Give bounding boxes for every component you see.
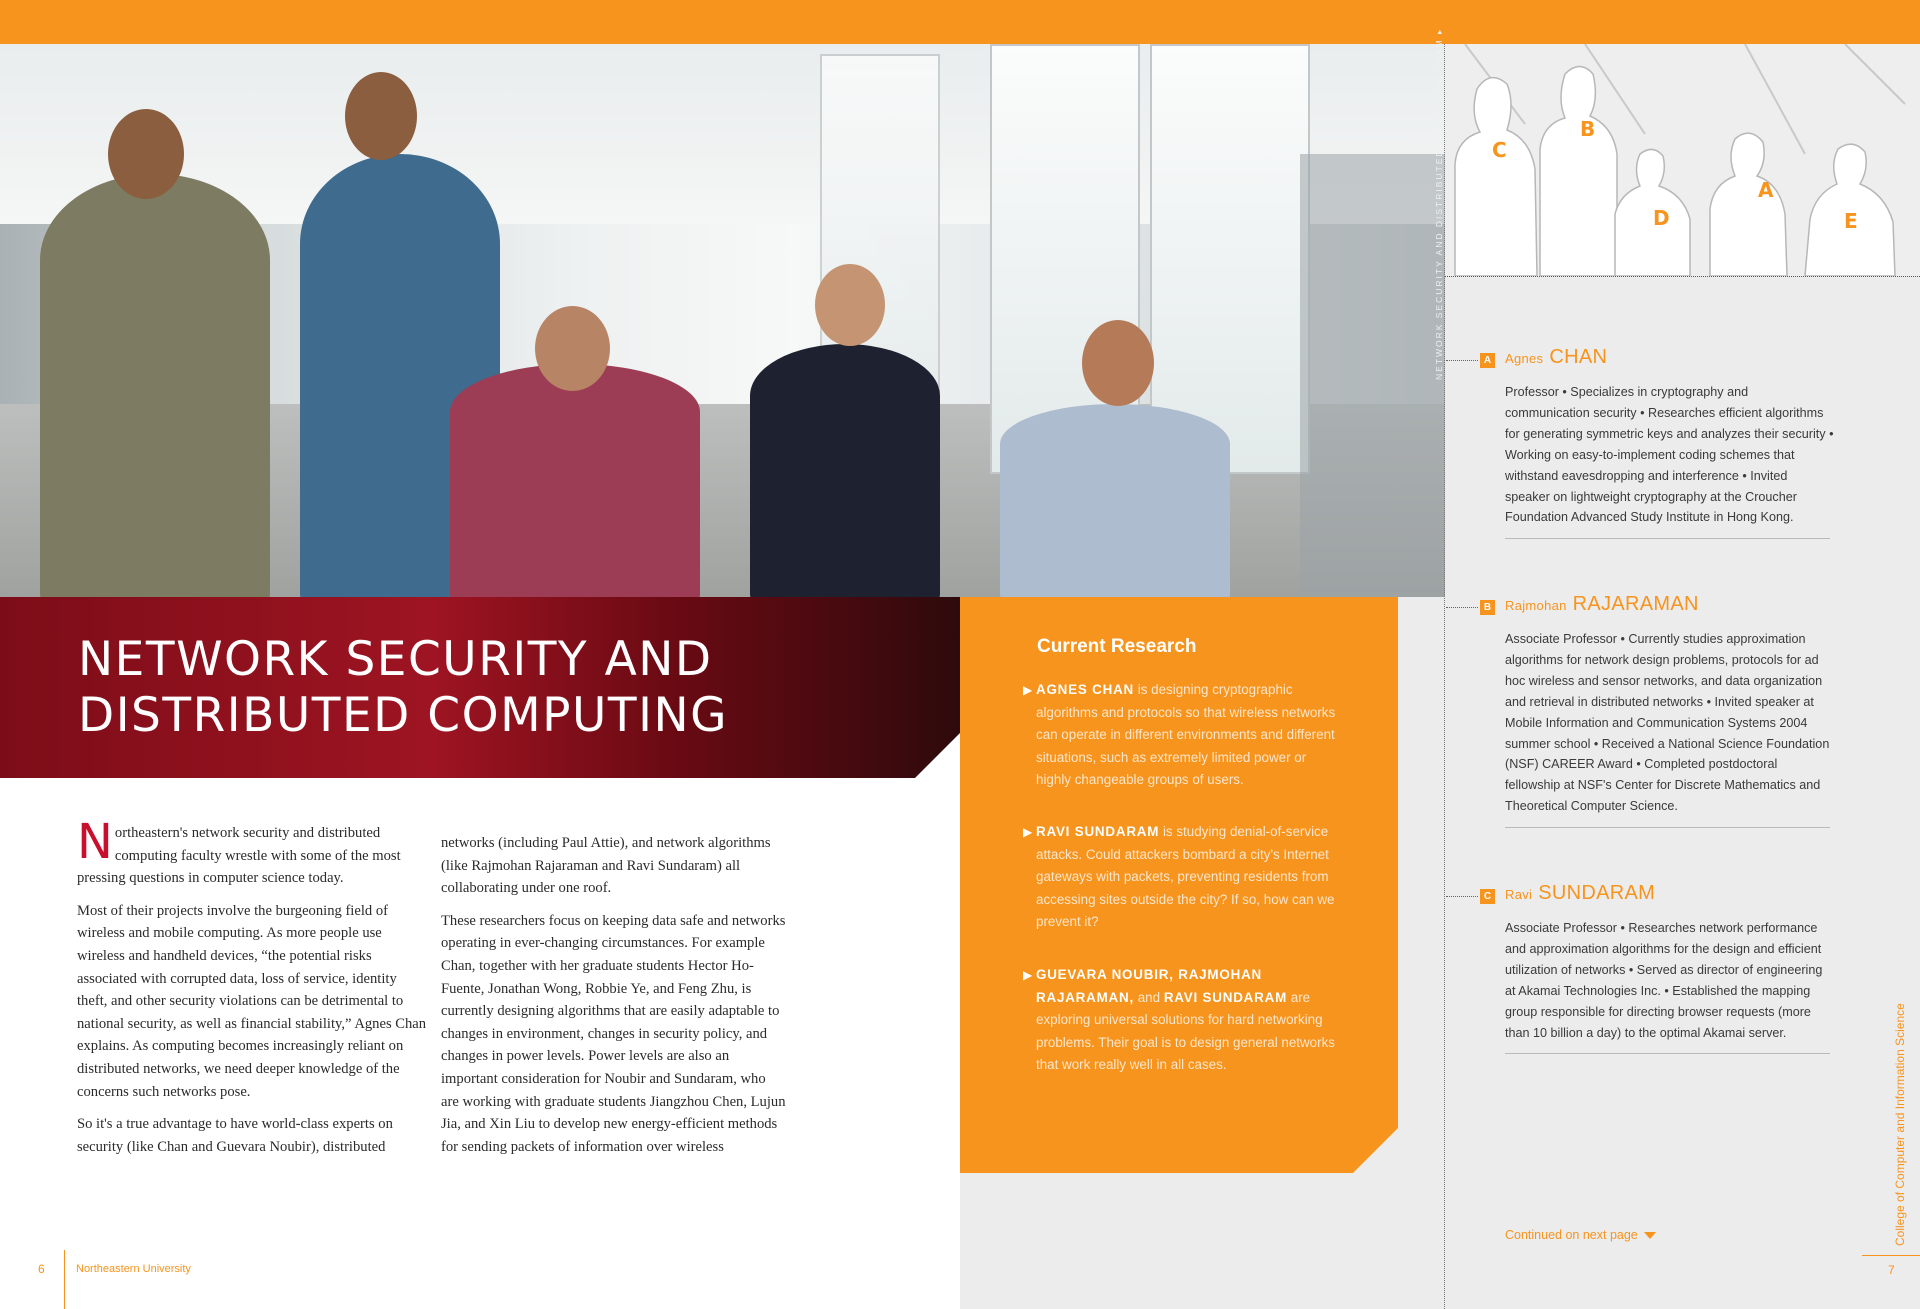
profile-description: Associate Professor • Researches network performance and approximation algorithms for the design and efficient utilization of networks • Served as director of engineering at Akamai Technologies Inc. • Established the mapping group responsible for directing browser requests (more than 10 billion a day) to the optimal Akamai server.: [1505, 921, 1823, 1040]
profile-divider: [1505, 538, 1830, 539]
body-column-1: [77, 814, 429, 1168]
body-paragraph: [77, 814, 429, 890]
profile-divider: [1505, 827, 1830, 828]
footer-right-rule: [1862, 1255, 1920, 1256]
photo-person: [450, 364, 700, 597]
photo-person: [1000, 404, 1230, 597]
silhouette-label: C: [1492, 138, 1507, 162]
research-item: [1023, 821, 1336, 934]
photo-person: [750, 344, 940, 597]
profile-header: [1480, 346, 1830, 372]
research-text: is designing cryptographic algorithms and protocols so that wireless networks can operate in different environments and different situations, such as extremely limited power or highly changeable groups of users.: [1036, 682, 1336, 788]
research-heading: Current Research: [1037, 636, 1197, 657]
profile-first-name: Rajmohan: [1505, 598, 1567, 613]
profile-key-badge: B: [1480, 600, 1495, 615]
college-text: College of Computer and Information Science: [1893, 1003, 1907, 1246]
profile-leader-line: [1446, 607, 1478, 608]
profile-description: Professor • Specializes in cryptography and communication security • Researches efficient algorithms for generating symmetric keys and analyzes their security • Working on easy-to-implement coding schemes that withstand eavesdropping and interference • Invited speaker on lightweight cryptography at the Croucher Foundation Advanced Study Institute in Hong Kong.: [1505, 385, 1834, 525]
top-orange-band: [0, 0, 1920, 44]
profile-leader-line: [1446, 896, 1478, 897]
silhouette-divider: [1445, 276, 1920, 277]
page-title-line-1: NETWORK SECURITY AND: [78, 632, 713, 687]
research-text: and: [1134, 989, 1164, 1005]
profile-header: [1480, 593, 1830, 619]
body-text: ortheastern's network security and distributed computing faculty wrestle with some of the most pressing questions in computer science today.: [77, 825, 401, 887]
page-number-left: 6: [38, 1262, 45, 1276]
profile-last-name: CHAN: [1549, 346, 1608, 368]
silhouette-label: D: [1653, 206, 1670, 230]
continued-text: Continued on next page: [1505, 1228, 1638, 1242]
profile-rajmohan-rajaraman: [1480, 593, 1830, 828]
photo-person-head: [535, 306, 610, 391]
profile-divider: [1505, 1053, 1830, 1054]
profile-agnes-chan: [1480, 346, 1834, 539]
footer-divider: [64, 1250, 65, 1309]
body-column-2: [441, 832, 786, 1168]
drop-cap: N: [77, 814, 113, 870]
research-names: RAVI SUNDARAM: [1036, 824, 1160, 839]
profile-last-name: SUNDARAM: [1538, 882, 1656, 904]
footer-university: Northeastern University: [76, 1263, 191, 1275]
chevron-down-icon: [1644, 1232, 1656, 1239]
body-paragraph: Most of their projects involve the burgeoning field of wireless and mobile computing. As more people use wireless and handheld devices, “the potential risks associated with corrupted data, loss of service, identity theft, and other security violations can be detrimental to national security, as well as financial stability,” Agnes Chan explains. As computing becomes increasingly reliant on distributed networks, we need deeper knowledge of the concerns such networks pose.: [77, 902, 427, 1100]
page-title: [78, 632, 878, 744]
team-silhouette-key: [1445, 44, 1920, 276]
research-names: AGNES CHAN: [1036, 682, 1135, 697]
photo-person-head: [1082, 320, 1154, 406]
silhouette-label: B: [1580, 117, 1596, 141]
profile-first-name: Ravi: [1505, 887, 1533, 902]
body-paragraph: So it's a true advantage to have world-class experts on security (like Chan and Guevara Noubir), distributed: [77, 1116, 393, 1155]
photo-person-head: [815, 264, 885, 346]
vertical-guide-line: [1444, 44, 1445, 1309]
profile-description: Associate Professor • Currently studies approximation algorithms for network design problems, protocols for ad hoc wireless and sensor networks, and data organization and retrieval in distributed networks • Invited speaker at Mobile Information and Communication Systems 2004 summer school • Received a National Science Foundation (NSF) CAREER Award • Completed postdoctoral fellowship at NSF's Center for Discrete Mathematics and Theoretical Computer Science.: [1505, 632, 1830, 814]
title-banner-corner: [915, 733, 960, 778]
profile-key-badge: C: [1480, 889, 1495, 904]
continued-link[interactable]: [1505, 1228, 1656, 1242]
body-paragraph: networks (including Paul Attie), and network algorithms (like Rajmohan Rajaraman and Ravi Sundaram) all collaborating under one roof.: [441, 835, 771, 897]
photo-person: [40, 174, 270, 597]
profile-header: [1480, 882, 1830, 908]
profile-ravi-sundaram: [1480, 882, 1830, 1054]
profile-key-badge: A: [1480, 353, 1495, 368]
research-text: are exploring universal solutions for hard networking problems. Their goal is to design general networks that work really well in all cases.: [1036, 989, 1335, 1073]
research-names: GUEVARA NOUBIR, RAJMOHAN RAJARAMAN,: [1036, 967, 1263, 1005]
silhouette-label: A: [1758, 178, 1774, 202]
bullet-arrow-icon: ▶: [1023, 968, 1033, 982]
research-names: RAVI SUNDARAM: [1163, 989, 1288, 1005]
photo-person-head: [345, 72, 417, 160]
team-photo: [0, 44, 1445, 597]
photo-person-head: [108, 109, 184, 199]
research-box-corner: [1353, 1128, 1398, 1173]
bullet-arrow-icon: ▶: [1023, 825, 1033, 839]
research-text: is studying denial-of-service attacks. Could attackers bombard a city's Internet gateways with packets, preventing residents from accessing sites outside the city? If so, how can we prevent it?: [1036, 824, 1335, 930]
page-number-right: 7: [1888, 1263, 1895, 1277]
page-title-line-2: DISTRIBUTED COMPUTING: [78, 688, 729, 743]
research-item: [1023, 964, 1336, 1077]
profile-last-name: RAJARAMAN: [1572, 593, 1699, 615]
side-strip-label: [1422, 27, 1444, 380]
body-paragraph: These researchers focus on keeping data safe and networks operating in ever-changing circumstances. For example Chan, together with her graduate students Hector Ho-Fuente, Jonathan Wong, Robbie Ye, and Feng Zhu, is currently designing algorithms that are easily adaptable to changes in environment, changes in security policy, and changes in power levels. Power levels are also an important consideration for Noubir and Sundaram, who are working with graduate students Jiangzhou Chen, Lujun Jia, and Xin Liu to develop new energy-efficient methods for sending packets of information over wireless: [441, 912, 786, 1155]
research-item: [1023, 679, 1336, 792]
silhouette-graphic: [1445, 44, 1920, 276]
side-strip-text: NETWORK SECURITY AND DISTRIBUTED COMPUTING TEAM ▸: [1434, 27, 1444, 380]
silhouette-label: E: [1844, 209, 1858, 233]
college-label: [1880, 1003, 1907, 1250]
profile-first-name: Agnes: [1505, 351, 1544, 366]
profile-leader-line: [1446, 360, 1478, 361]
bullet-arrow-icon: ▶: [1023, 683, 1033, 697]
